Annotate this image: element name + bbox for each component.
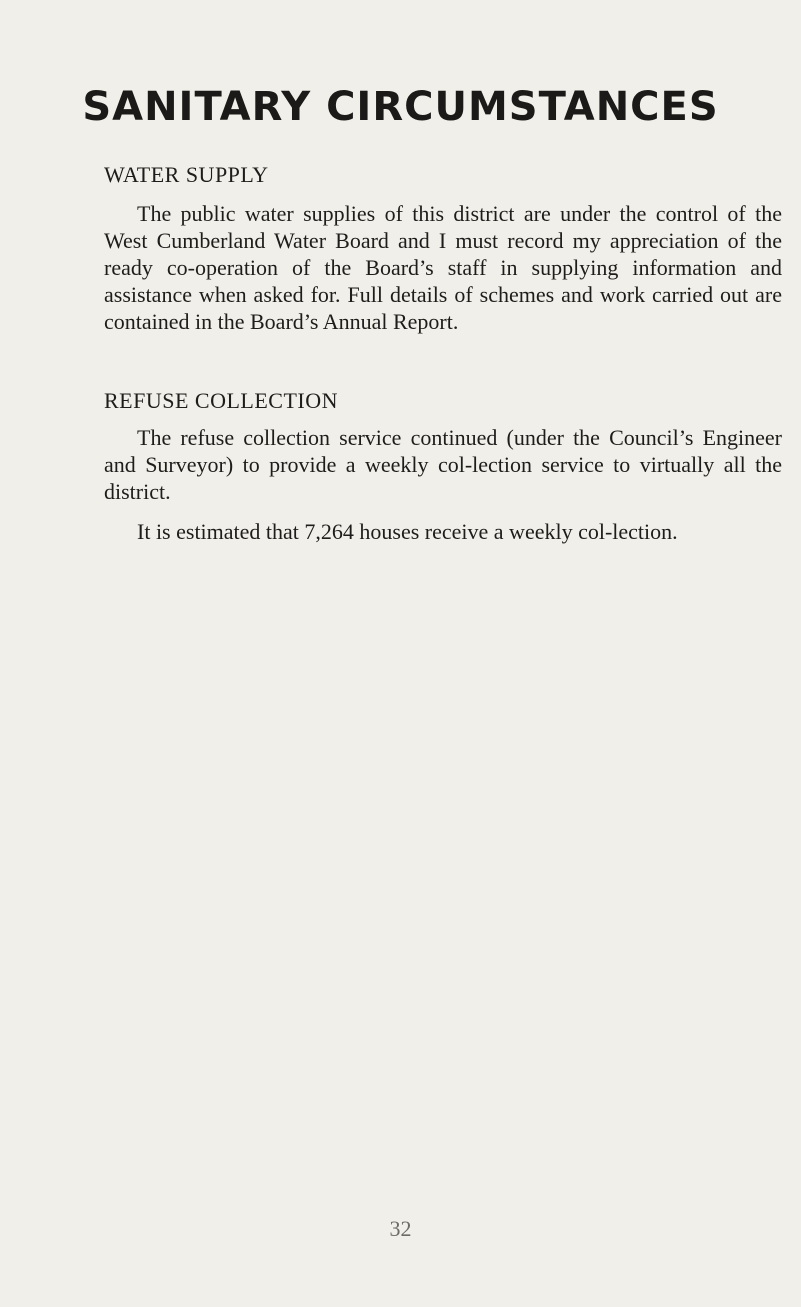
section-heading-water-supply: WATER SUPPLY [104, 162, 269, 187]
page-title: SANITARY CIRCUMSTANCES [82, 84, 719, 130]
page-number: 32 [389, 1216, 412, 1241]
paragraph-refuse-estimate: It is estimated that 7,264 houses receive a weekly col-lection. [137, 519, 678, 544]
section-heading-refuse-collection: REFUSE COLLECTION [104, 388, 338, 413]
paragraph-water-supply: The public water supplies of this district are under the control of the West Cumberland Water Board and I must record my appreciation of the ready co-operation of the Board’s staff in supplying information and assistance when asked for. Full details of schemes and work carried out are contained in the Board’s Annual Report. [104, 201, 782, 334]
paragraph-refuse-service: The refuse collection service continued (under the Council’s Engineer and Surveyor) to provide a weekly col-lection service to virtually all the district. [104, 425, 782, 504]
